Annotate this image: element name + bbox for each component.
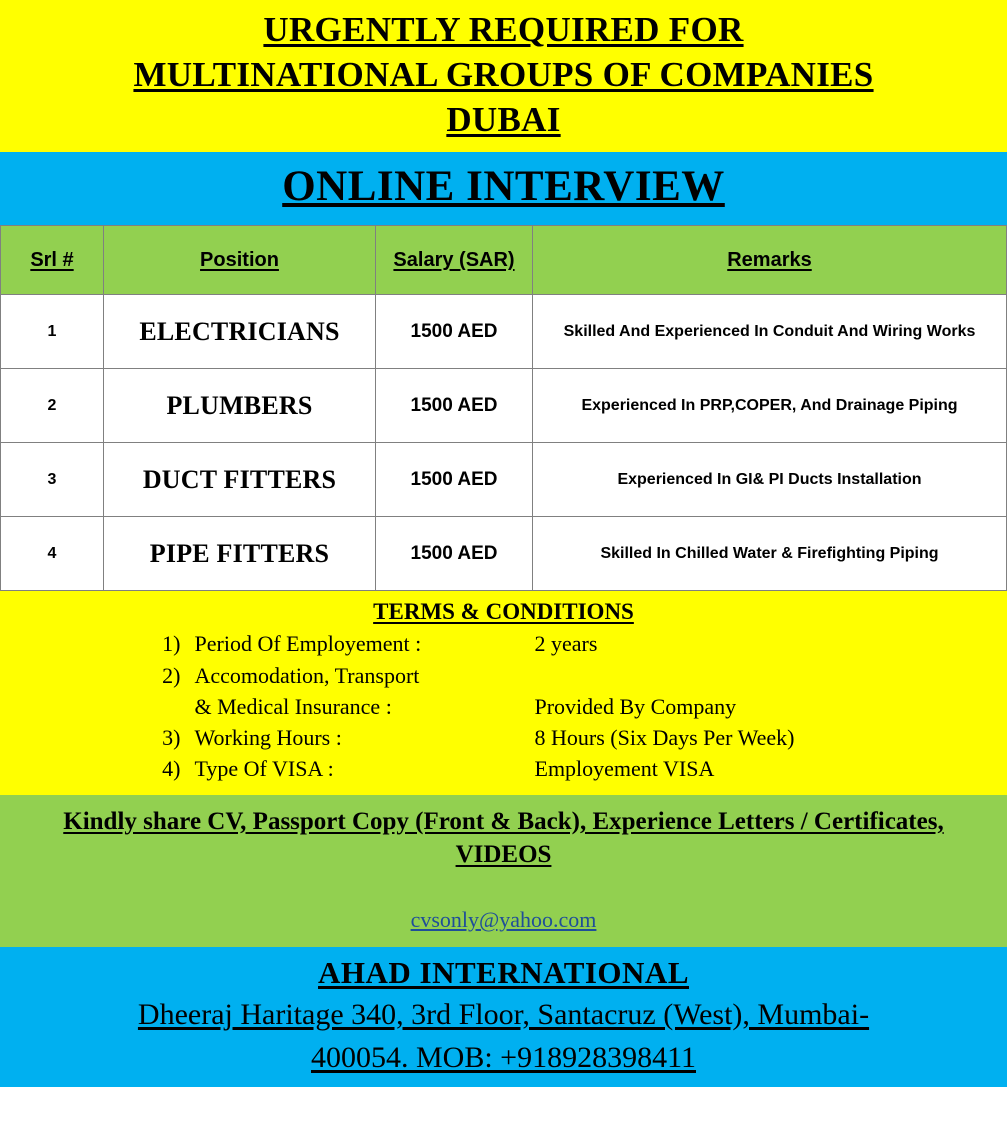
cell-position: PLUMBERS <box>104 369 376 443</box>
column-header-position <box>104 226 376 295</box>
terms-list <box>139 628 869 784</box>
cell-position: DUCT FITTERS <box>104 443 376 517</box>
cell-salary: 1500 AED <box>376 295 533 369</box>
cv-instruction-line-1 <box>6 805 1001 838</box>
header-line-3 <box>10 98 997 143</box>
cell-salary: 1500 AED <box>376 369 533 443</box>
interview-banner <box>0 152 1007 225</box>
poster-header <box>0 0 1007 152</box>
cell-salary: 1500 AED <box>376 517 533 591</box>
cell-remarks: Skilled In Chilled Water & Firefighting Piping <box>533 517 1007 591</box>
table-row <box>1 443 1007 517</box>
header-line-2-text: MULTINATIONAL GROUPS OF COMPANIES <box>133 54 874 94</box>
terms-item <box>139 660 869 691</box>
terms-item-label: Working Hours : <box>194 725 342 751</box>
agency-name-wrap <box>6 955 1001 991</box>
table-header-row <box>1 226 1007 295</box>
terms-item-number: 1) <box>162 631 181 657</box>
header-line-3-text: DUBAI <box>446 99 561 139</box>
terms-item-value: 2 years <box>534 631 598 657</box>
interview-banner-title-wrap <box>0 162 1007 211</box>
cell-position: ELECTRICIANS <box>104 295 376 369</box>
column-header-remarks-label: Remarks <box>727 248 812 271</box>
terms-item-number: 4) <box>162 756 181 782</box>
table-row <box>1 295 1007 369</box>
cell-srl: 2 <box>1 369 104 443</box>
cv-instruction-line-2 <box>6 838 1001 871</box>
column-header-remarks <box>533 226 1007 295</box>
terms-item <box>139 628 869 659</box>
column-header-salary-label: Salary (SAR) <box>393 248 515 271</box>
cv-instruction-line-1-text: Kindly share CV, Passport Copy (Front & Back), Experience Letters / Certificates, <box>63 807 944 835</box>
terms-item <box>139 753 869 784</box>
terms-item-number: 2) <box>162 662 181 688</box>
terms-title: TERMS & CONDITIONS <box>373 599 634 625</box>
cv-submission-section <box>0 795 1007 948</box>
vacancies-table <box>0 225 1007 591</box>
header-line-1-text: URGENTLY REQUIRED FOR <box>263 10 744 49</box>
column-header-srl <box>1 226 104 295</box>
agency-name: AHAD INTERNATIONAL <box>318 955 689 991</box>
agency-address-line-1-text: Dheeraj Haritage 340, 3rd Floor, Santacruz (West), Mumbai- <box>137 998 870 1032</box>
column-header-salary <box>376 226 533 295</box>
cell-remarks: Experienced In GI& PI Ducts Installation <box>533 443 1007 517</box>
terms-item-label: Type Of VISA : <box>194 756 334 782</box>
terms-item-label: Accomodation, Transport <box>194 662 420 688</box>
header-line-2 <box>10 53 997 98</box>
terms-item-label: Period Of Employement : <box>194 631 422 657</box>
cell-salary: 1500 AED <box>376 443 533 517</box>
terms-item <box>139 691 869 722</box>
terms-section <box>0 591 1007 794</box>
terms-item-value: Employement VISA <box>534 756 715 782</box>
terms-item <box>139 722 869 753</box>
cell-srl: 3 <box>1 443 104 517</box>
cell-remarks: Skilled And Experienced In Conduit And Wiring Works <box>533 295 1007 369</box>
agency-address-line-2-text: 400054. MOB: +918928398411 <box>311 1041 696 1075</box>
terms-item-value: 8 Hours (Six Days Per Week) <box>534 725 795 751</box>
agency-address-line-2 <box>6 1038 1001 1077</box>
terms-item-label: & Medical Insurance : <box>194 693 392 719</box>
header-line-1 <box>10 8 997 53</box>
table-row <box>1 517 1007 591</box>
terms-item-value: Provided By Company <box>534 693 737 719</box>
table-row <box>1 369 1007 443</box>
column-header-srl-label: Srl # <box>30 248 74 271</box>
column-header-position-label: Position <box>200 248 279 271</box>
email-link[interactable]: cvsonly@yahoo.com <box>410 907 597 933</box>
terms-title-wrap <box>0 599 1007 625</box>
cv-instruction-line-2-text: VIDEOS <box>455 840 552 868</box>
terms-item-number: 3) <box>162 725 181 751</box>
interview-banner-title: ONLINE INTERVIEW <box>282 163 725 211</box>
cell-remarks: Experienced In PRP,COPER, And Drainage Piping <box>533 369 1007 443</box>
cell-srl: 1 <box>1 295 104 369</box>
agency-footer <box>0 947 1007 1087</box>
cell-position: PIPE FITTERS <box>104 517 376 591</box>
agency-address-line-1 <box>6 995 1001 1034</box>
cell-srl: 4 <box>1 517 104 591</box>
